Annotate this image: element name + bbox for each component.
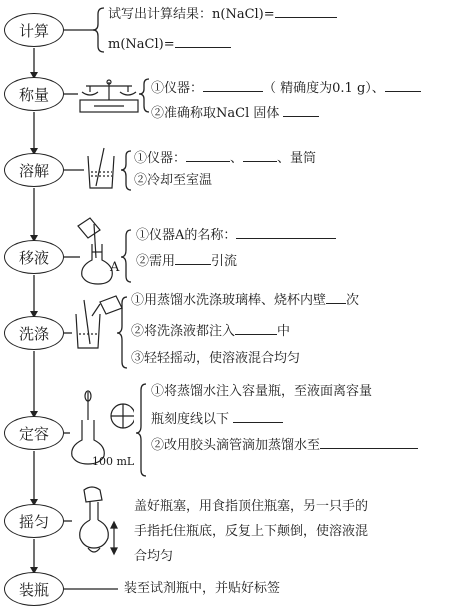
shake-line-3: 合均匀 [134,549,174,564]
weigh-instrument-label: ①仪器： [151,81,204,96]
graduated-cylinder-label: 、量筒 [277,151,317,166]
answer-blank[interactable] [385,77,421,92]
step-dissolve: 溶解 [4,153,64,187]
calc-n-label: 试写出计算结果：n(NaCl)= [108,7,275,22]
weigh-line-1 [151,77,421,99]
answer-blank[interactable] [283,102,319,117]
step-volume: 定容 [4,416,64,450]
weigh-precision-note: （ 精确度为0.1 g）、 [263,81,385,96]
wash-into-suffix: 中 [277,324,291,339]
flask-volume-label: 100 mL [92,455,135,468]
wash-times-label: ①用蒸馏水洗涤玻璃棒、烧杯内壁 [131,293,327,308]
answer-blank[interactable] [203,77,263,92]
weigh-amount-label: ②准确称取NaCl 固体 [151,106,280,121]
weigh-line-2 [151,102,319,124]
answer-blank[interactable] [175,250,211,265]
step-calc: 计算 [4,13,64,47]
label-a: A [110,260,120,275]
answer-blank[interactable] [235,320,277,335]
instrument-a-label: ①仪器A的名称： [136,228,237,243]
separator: 、 [230,151,244,166]
guide-suffix: 引流 [211,254,238,269]
balance-illustration [76,74,142,116]
dissolve-line-2: ②冷却至室温 [134,173,213,188]
answer-blank[interactable] [320,434,418,449]
shake-line-1: 盖好瓶塞，用食指顶住瓶塞，另一只手的 [134,499,369,514]
transfer-line-2 [136,250,237,272]
step-weigh: 称量 [4,77,64,111]
dissolve-line-1 [134,147,316,169]
shake-line-2: 手指托住瓶底，反复上下颠倒，使溶液混 [134,524,369,539]
step-wash: 洗涤 [4,316,64,350]
answer-blank[interactable] [243,147,277,162]
volume-line-3 [151,434,418,456]
dissolve-instrument-label: ①仪器： [134,151,187,166]
step-transfer: 移液 [4,240,64,274]
wash-line-2 [131,320,290,342]
calc-line-2 [108,33,231,55]
answer-blank[interactable] [236,224,336,239]
step-bottle: 装瓶 [4,572,64,606]
beaker-illustration [84,146,118,192]
answer-blank[interactable] [275,3,337,18]
wash-illustration [70,292,124,352]
transfer-line-1 [136,224,336,246]
calc-m-label: m(NaCl)= [108,37,175,52]
guide-label: ②需用 [136,254,176,269]
answer-blank[interactable] [326,289,346,304]
shake-illustration [70,482,126,560]
answer-blank[interactable] [186,147,230,162]
answer-blank[interactable] [175,33,231,48]
times-suffix: 次 [346,293,360,308]
volume-until-label: ②改用胶头滴管滴加蒸馏水至 [151,438,321,453]
step-shake: 摇匀 [4,504,64,538]
answer-blank[interactable] [233,408,283,423]
volume-line-2 [151,408,283,430]
wash-line-3: ③轻轻摇动，使溶液混合均匀 [131,351,301,366]
volume-below-label: 瓶刻度线以下 [151,412,230,427]
wash-into-label: ②将洗涤液都注入 [131,324,236,339]
calc-line-1 [108,3,337,25]
wash-line-1 [131,289,359,311]
bottle-line: 装至试剂瓶中，并贴好标签 [124,581,281,596]
volume-line-1: ①将蒸馏水注入容量瓶，至液面离容量 [151,384,373,399]
